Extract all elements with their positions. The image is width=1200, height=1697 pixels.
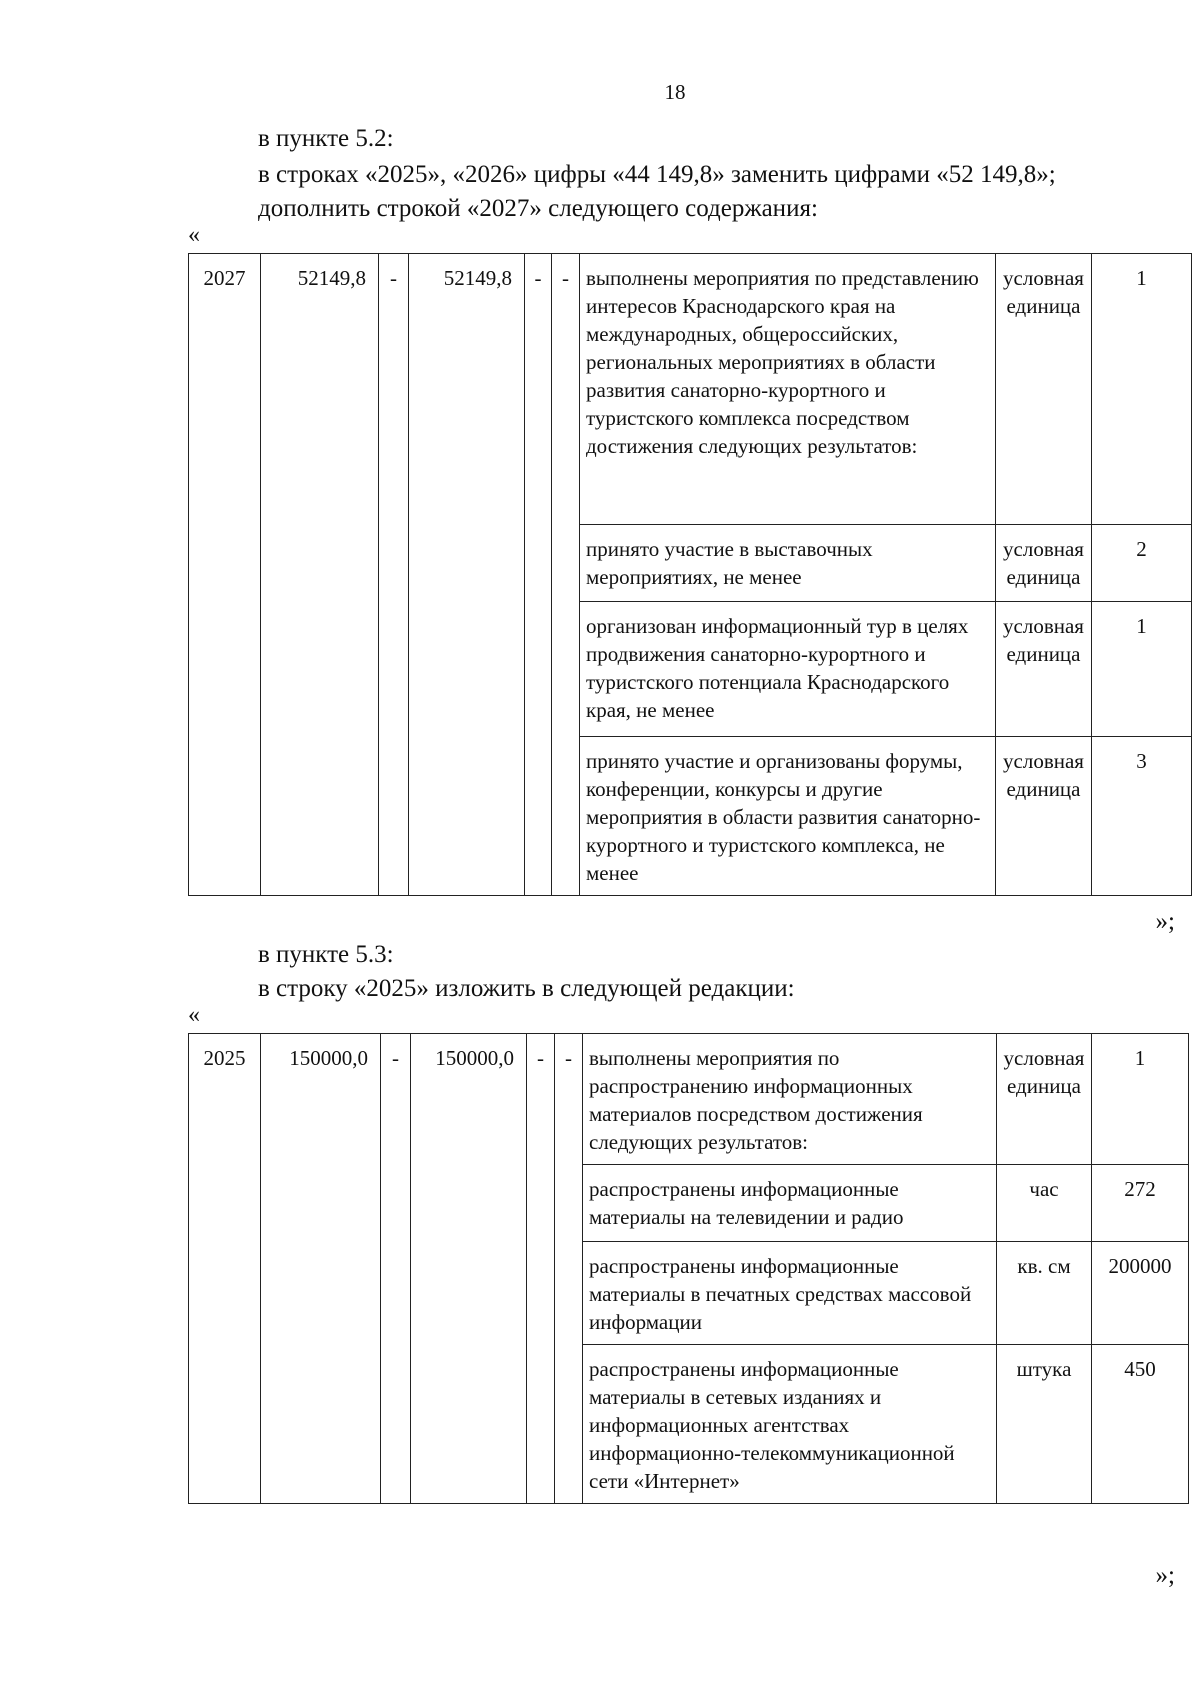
dash-cell: -: [525, 254, 552, 896]
amount-cell: 52149,8: [409, 254, 525, 896]
result-value: 272: [1092, 1165, 1189, 1242]
result-unit: условная единица: [996, 525, 1092, 602]
section1-quote-open: «: [188, 222, 200, 248]
result-value: 1: [1092, 1034, 1189, 1165]
section2-table: [188, 1033, 1189, 1504]
section2-quote-open: «: [188, 1002, 200, 1028]
result-text: распространены информационные материалы в печатных средствах массовой информации: [583, 1242, 997, 1345]
dash-cell: -: [552, 254, 580, 896]
dash-cell: -: [527, 1034, 555, 1504]
result-unit: штука: [997, 1345, 1092, 1504]
section2-instruction-line1: в строку «2025» изложить в следующей редакции:: [258, 975, 795, 1002]
result-unit: условная единица: [997, 1034, 1092, 1165]
result-text: распространены информационные материалы в сетевых изданиях и информационных агентствах информационно-телекоммуникационной сети «Интернет»: [583, 1345, 997, 1504]
section2-quote-close: »;: [1155, 1562, 1175, 1589]
result-text: выполнены мероприятия по распространению информационных материалов посредством достижения следующих результатов:: [583, 1034, 997, 1165]
result-text: выполнены мероприятия по представлению интересов Краснодарского края на международных, общероссийских, региональных мероприятиях в области развития санаторно-курортного и туристского комплекса посредством достижения следующих результатов:: [580, 254, 996, 525]
result-unit: условная единица: [996, 254, 1092, 525]
table-row: [189, 1034, 1189, 1165]
page-number: 18: [664, 80, 686, 104]
section1-heading: в пункте 5.2:: [258, 125, 394, 152]
total-cell: 150000,0: [261, 1034, 381, 1504]
result-value: 3: [1092, 737, 1192, 896]
total-cell: 52149,8: [261, 254, 379, 896]
result-unit: кв. см: [997, 1242, 1092, 1345]
dash-cell: -: [379, 254, 409, 896]
table-row: [189, 254, 1192, 525]
year-cell: 2025: [189, 1034, 261, 1504]
result-text: распространены информационные материалы на телевидении и радио: [583, 1165, 997, 1242]
dash-cell: -: [381, 1034, 411, 1504]
result-value: 2: [1092, 525, 1192, 602]
result-unit: условная единица: [996, 602, 1092, 737]
year-cell: 2027: [189, 254, 261, 896]
section1-table: [188, 253, 1192, 896]
result-text: организован информационный тур в целях продвижения санаторно-курортного и туристского потенциала Краснодарского края, не менее: [580, 602, 996, 737]
result-value: 450: [1092, 1345, 1189, 1504]
result-value: 1: [1092, 254, 1192, 525]
dash-cell: -: [555, 1034, 583, 1504]
result-text: принято участие и организованы форумы, конференции, конкурсы и другие мероприятия в области развития санаторно-курортного и туристского комплекса, не менее: [580, 737, 996, 896]
section1-quote-close: »;: [1155, 908, 1175, 935]
result-unit: час: [997, 1165, 1092, 1242]
result-text: принято участие в выставочных мероприятиях, не менее: [580, 525, 996, 602]
section2-heading: в пункте 5.3:: [258, 941, 394, 968]
section1-instruction-line2: дополнить строкой «2027» следующего содержания:: [258, 195, 818, 222]
result-unit: условная единица: [996, 737, 1092, 896]
section1-instruction-line1: в строках «2025», «2026» цифры «44 149,8» заменить цифрами «52 149,8»;: [258, 161, 1056, 188]
result-value: 1: [1092, 602, 1192, 737]
result-value: 200000: [1092, 1242, 1189, 1345]
amount-cell: 150000,0: [411, 1034, 527, 1504]
